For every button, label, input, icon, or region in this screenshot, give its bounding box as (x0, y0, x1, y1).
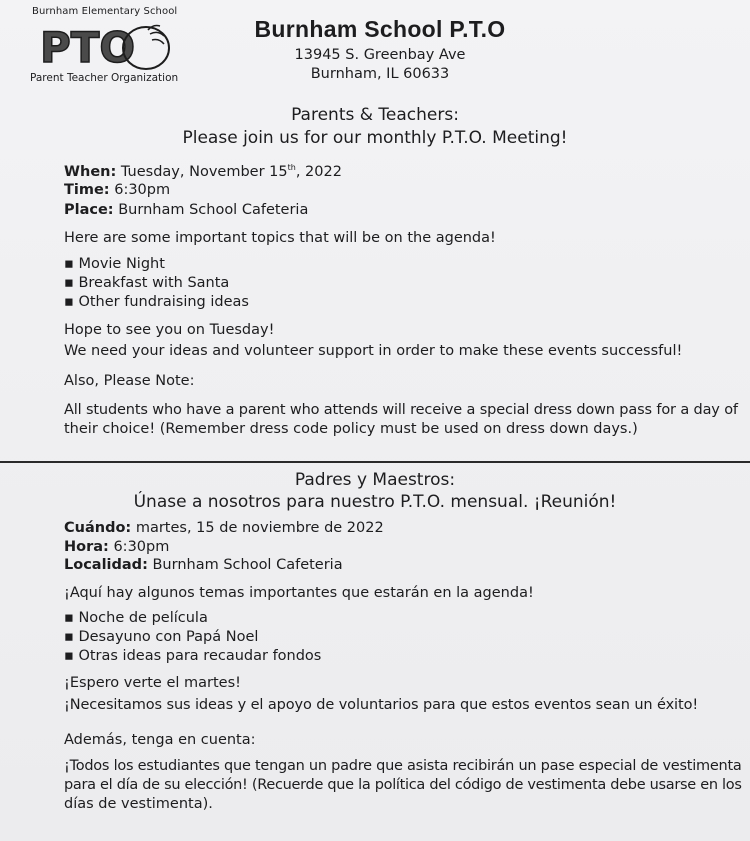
es-place-label: Localidad: (64, 557, 148, 573)
es-closing-1: ¡Espero verte el martes! (64, 675, 241, 691)
en-agenda-intro: Here are some important topics that will be on the agenda! (64, 230, 496, 246)
list-item: ▪ Otras ideas para recaudar fondos (64, 648, 322, 664)
es-time-label: Hora: (64, 539, 109, 555)
en-closing-1: Hope to see you on Tuesday! (64, 322, 275, 338)
es-place-row (64, 557, 343, 573)
es-note-label: Además, tenga en cuenta: (64, 732, 256, 748)
en-greeting: Parents & Teachers: (291, 105, 459, 125)
list-item: ▪ Other fundraising ideas (64, 294, 249, 310)
list-item: ▪ Noche de película (64, 610, 208, 626)
en-note-line-1: All students who have a parent who attends will receive a special dress down pass for a day of (64, 402, 738, 418)
en-time-row (64, 182, 170, 198)
logo-school-name: Burnham Elementary School (32, 6, 178, 17)
es-note-line-1: ¡Todos los estudiantes que tengan un padre que asista recibirán un pase especial de vestimenta (64, 758, 742, 774)
en-when-row (64, 163, 342, 180)
en-place-value: Burnham School Cafeteria (118, 202, 309, 218)
logo-org-name: Parent Teacher Organization (30, 72, 179, 84)
en-note-line-2: their choice! (Remember dress code policy must be used on dress down days.) (64, 421, 638, 437)
es-when-label: Cuándo: (64, 520, 132, 536)
en-when-value: Tuesday, November 15th, 2022 (120, 163, 342, 180)
list-item: ▪ Breakfast with Santa (64, 275, 230, 291)
letterhead (190, 16, 570, 84)
es-invite: Únase a nosotros para nuestro P.T.O. mensual. ¡Reunión! (133, 492, 617, 512)
pto-logo-mark (38, 18, 188, 74)
list-item: ▪ Desayuno con Papá Noel (64, 629, 259, 645)
en-closing-2: We need your ideas and volunteer support in order to make these events successful! (64, 343, 683, 359)
organization-title: Burnham School P.T.O (254, 16, 506, 42)
en-time-value: 6:30pm (114, 182, 171, 198)
en-time-label: Time: (64, 182, 110, 198)
es-note-line-3: días de vestimenta). (64, 796, 213, 812)
address-line-2: Burnham, IL 60633 (310, 66, 450, 82)
es-agenda-intro: ¡Aquí hay algunos temas importantes que estarán en la agenda! (64, 585, 534, 601)
es-place-value: Burnham School Cafeteria (152, 557, 343, 573)
es-greeting: Padres y Maestros: (294, 470, 456, 490)
en-when-label: When: (64, 163, 117, 180)
en-place-label: Place: (64, 202, 114, 218)
en-invite: Please join us for our monthly P.T.O. Meeting! (182, 128, 568, 148)
es-time-row (64, 539, 169, 555)
en-place-row (64, 202, 308, 218)
section-divider (0, 461, 750, 463)
logo-letters: PTO (40, 23, 136, 72)
es-closing-2: ¡Necesitamos sus ideas y el apoyo de voluntarios para que estos eventos sean un éxito! (64, 697, 699, 713)
es-when-value: martes, 15 de noviembre de 2022 (135, 520, 384, 536)
list-item: ▪ Movie Night (64, 256, 165, 272)
pto-logo (24, 4, 194, 88)
es-note-line-2: para el día de su elección! (Recuerde que la política del código de vestimenta debe usarse en los (64, 777, 742, 793)
es-time-value: 6:30pm (113, 539, 170, 555)
en-note-label: Also, Please Note: (64, 373, 195, 389)
es-when-row (64, 520, 384, 536)
address-line-1: 13945 S. Greenbay Ave (294, 47, 466, 63)
